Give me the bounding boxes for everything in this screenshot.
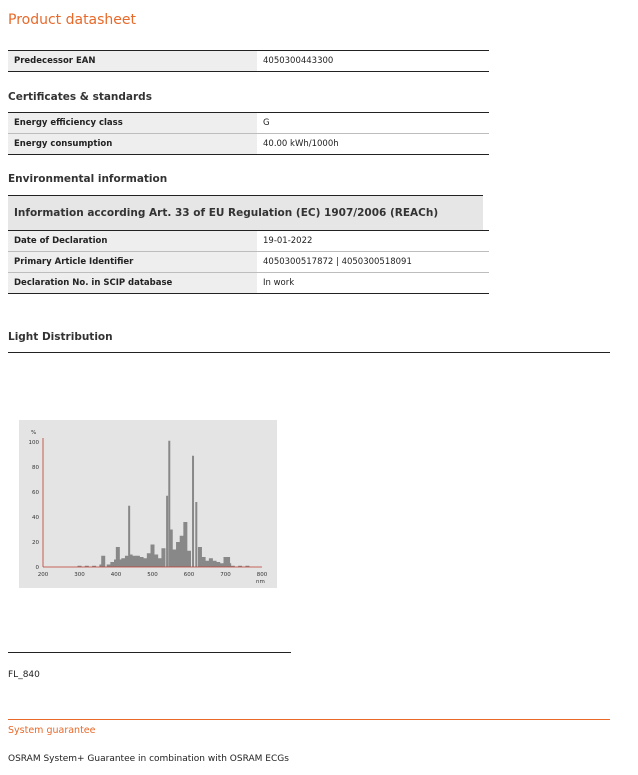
spectrum-bar <box>161 548 165 567</box>
spectrum-bar <box>202 557 206 567</box>
spectrum-bar <box>169 530 173 568</box>
spectrum-bar <box>110 562 114 567</box>
x-axis-label: nm <box>256 579 265 585</box>
table-row <box>8 231 489 252</box>
lamp-name: FL_840 <box>8 670 40 680</box>
scip-label: Declaration No. in SCIP database <box>8 273 257 294</box>
energy-consumption-value: 40.00 kWh/1000h <box>257 134 489 155</box>
spectrum-bar <box>118 560 122 568</box>
predecessor-table <box>8 50 489 72</box>
spectrum-bar <box>166 496 168 567</box>
x-tick-label: 800 <box>256 572 268 578</box>
spectrum-bar <box>205 561 209 567</box>
y-tick-label: 0 <box>35 565 39 571</box>
y-tick-label: 100 <box>28 440 39 446</box>
reach-header: Information according Art. 33 of EU Regulation (EC) 1907/2006 (REACh) <box>8 195 483 232</box>
certificates-heading: Certificates & standards <box>8 91 152 103</box>
spectrum-bar <box>101 556 105 567</box>
spectral-chart-svg <box>19 420 277 588</box>
certificates-table <box>8 112 489 155</box>
spectrum-bar <box>132 556 136 567</box>
spectrum-bar <box>213 561 217 567</box>
spectrum-bar <box>198 547 202 567</box>
spectrum-bar <box>151 545 155 568</box>
article-identifier-value: 4050300517872 | 4050300518091 <box>257 252 489 273</box>
guarantee-divider <box>8 719 610 720</box>
x-tick-label: 600 <box>183 572 195 578</box>
spectrum-bar <box>180 536 184 567</box>
spectrum-bar <box>195 502 197 567</box>
spectrum-bar <box>209 558 213 567</box>
x-tick-label: 400 <box>110 572 122 578</box>
spectrum-bar <box>172 550 176 568</box>
article-identifier-label: Primary Article Identifier <box>8 252 257 273</box>
light-distribution-heading: Light Distribution <box>8 331 113 343</box>
energy-consumption-label: Energy consumption <box>8 134 257 155</box>
y-tick-label: 20 <box>32 540 39 546</box>
predecessor-label: Predecessor EAN <box>8 51 257 72</box>
guarantee-text: OSRAM System+ Guarantee in combination with OSRAM ECGs <box>8 754 289 764</box>
x-tick-label: 300 <box>74 572 85 578</box>
spectrum-bar <box>140 557 144 567</box>
spectrum-bar <box>136 556 140 567</box>
scip-value: In work <box>257 273 489 294</box>
x-tick-label: 500 <box>147 572 158 578</box>
spectrum-bar <box>143 558 147 567</box>
spectrum-bar <box>154 555 158 568</box>
spectrum-bar <box>220 563 224 567</box>
spectrum-bar <box>227 563 231 567</box>
y-axis-label: % <box>31 430 37 436</box>
table-row <box>8 273 489 294</box>
spectrum-bar <box>121 558 125 567</box>
spectral-chart <box>19 420 277 588</box>
spectrum-bar <box>187 551 191 567</box>
table-row <box>8 51 489 72</box>
predecessor-value: 4050300443300 <box>257 51 489 72</box>
spectrum-bar <box>216 562 220 567</box>
reach-table <box>8 230 489 294</box>
declaration-date-value: 19-01-2022 <box>257 231 489 252</box>
declaration-date-label: Date of Declaration <box>8 231 257 252</box>
y-tick-label: 60 <box>32 490 39 496</box>
x-tick-label: 700 <box>220 572 231 578</box>
spectrum-bar <box>129 555 133 568</box>
table-row <box>8 252 489 273</box>
spectrum-bar <box>147 553 151 567</box>
page-title: Product datasheet <box>8 12 137 28</box>
y-tick-label: 80 <box>32 465 39 471</box>
spectrum-bar <box>192 456 194 567</box>
guarantee-heading: System guarantee <box>8 725 96 736</box>
energy-class-value: G <box>257 113 489 134</box>
table-row <box>8 113 489 134</box>
section-divider <box>8 352 610 353</box>
spectrum-bar <box>183 522 187 567</box>
environmental-heading: Environmental information <box>8 173 168 185</box>
spectrum-bar <box>158 558 162 567</box>
energy-class-label: Energy efficiency class <box>8 113 257 134</box>
x-tick-label: 200 <box>37 572 49 578</box>
table-row <box>8 134 489 155</box>
y-tick-label: 40 <box>32 515 39 521</box>
lamp-divider <box>8 652 291 653</box>
